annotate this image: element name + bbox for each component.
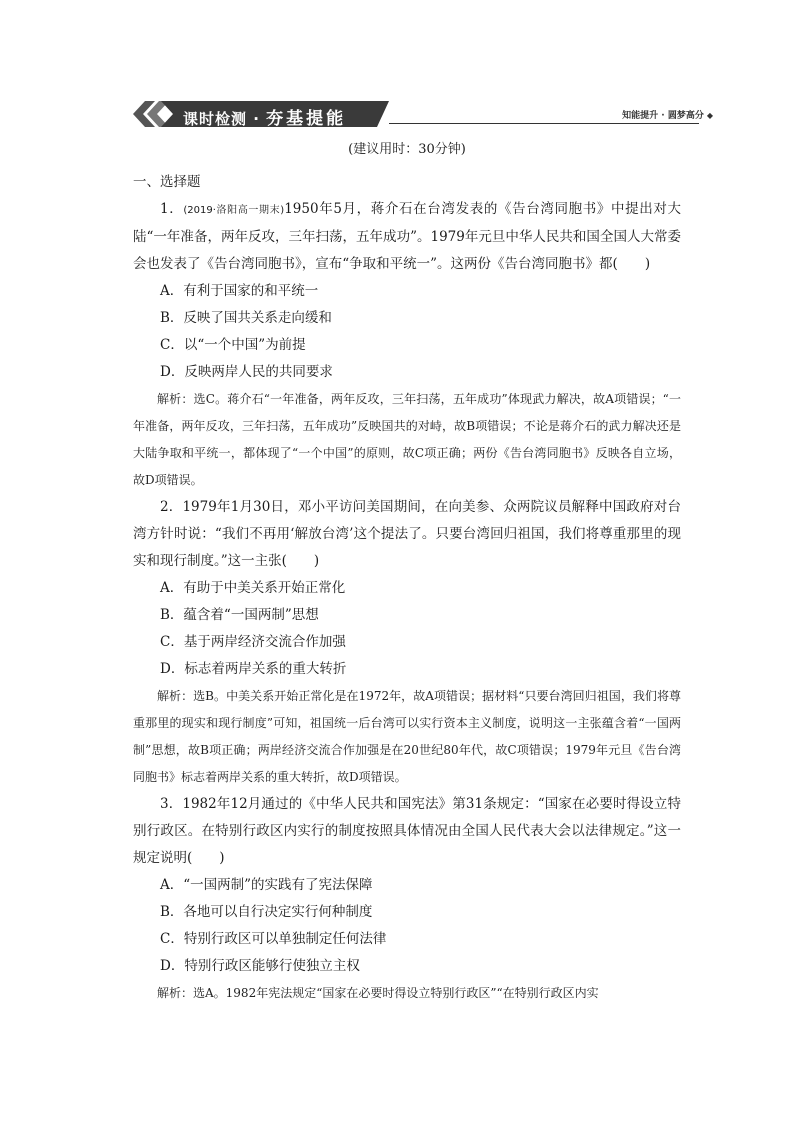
option-a: A．“一国两制”的实践有了宪法保障 [160, 877, 373, 893]
question-source: (2019·洛阳高一期末) [183, 205, 285, 216]
analysis: 解析：选A。1982年宪法规定“国家在必要时得设立特别行政区”“在特别行政区内实 [157, 986, 599, 1000]
question-1 [133, 196, 681, 494]
question-number: 1． [160, 201, 184, 217]
option-d: D．反映两岸人民的共同要求 [160, 364, 333, 380]
page-header [133, 98, 713, 130]
option-c: C．基于两岸经济交流合作加强 [160, 634, 346, 650]
question-text: 1982年12月通过的《中华人民共和国宪法》第31条规定：“国家在必要时得设立特别行政区。在特别行政区内实行的制度按照具体情况由全国人民代表大会以法律规定。”这一规定说明( ) [133, 796, 681, 866]
exercise-content [133, 139, 681, 1007]
banner-subtitle: 夯基提能 [266, 109, 347, 129]
slogan-text: 知能提升 · 圆梦高分 [622, 111, 704, 121]
question-3 [133, 791, 681, 1007]
option-d: D．标志着两岸关系的重大转折 [160, 661, 347, 677]
header-rule [389, 123, 699, 124]
question-number: 3． [160, 796, 183, 812]
banner-title-text: 课时检测 · [183, 110, 267, 128]
option-b: B．反映了国共关系走向缓和 [160, 310, 332, 326]
analysis: 解析：选C。蒋介石“一年准备，两年反攻，三年扫荡，五年成功”体现武力解决，故A项错误；“一年准备，两年反攻，三年扫荡，五年成功”反映国共的对峙，故B项错误；不论是蒋介石的武力解决还是大陆争取和平统一，都体现了“一个中国”的原则，故C项正确；两份《告台湾同胞书》反映各自立场，故D项错误。 [133, 392, 681, 487]
option-b: B．各地可以自行决定实行何种制度 [160, 904, 373, 920]
question-2 [133, 494, 681, 791]
option-a: A．有利于国家的和平统一 [160, 283, 319, 299]
section-banner [133, 101, 389, 127]
option-c: C．以“一个中国”为前提 [160, 337, 306, 353]
question-text: 1979年1月30日，邓小平访问美国期间，在向美参、众两院议员解释中国政府对台湾方针时说：“我们不再用‘解放台湾’这个提法了。只要台湾回归祖国，我们将尊重那里的现实和现行制度。”这一主张( ) [133, 499, 681, 569]
question-stem [133, 494, 681, 575]
time-note: (建议用时：30分钟) [348, 142, 466, 157]
option-c: C．特别行政区可以单独制定任何法律 [160, 931, 387, 947]
question-stem [133, 196, 681, 278]
option-d: D．特别行政区能够行使独立主权 [160, 958, 360, 974]
diamond-icon: ◆ [706, 111, 713, 120]
analysis: 解析：选B。中美关系开始正常化是在1972年，故A项错误；据材料“只要台湾回归祖国，我们将尊重那里的现实和现行制度”可知，祖国统一后台湾可以实行资本主义制度，说明这一主张蕴含着“一国两制”思想，故B项正确；两岸经济交流合作加强是在20世纪80年代，故C项错误；1979年元旦《告台湾同胞书》标志着两岸关系的重大转折，故D项错误。 [133, 689, 681, 784]
header-slogan [622, 108, 713, 121]
question-number: 2． [160, 499, 183, 515]
question-stem [133, 791, 681, 872]
option-b: B．蕴含着“一国两制”思想 [160, 607, 319, 623]
banner-title [183, 104, 346, 129]
section-title: 一、选择题 [133, 174, 201, 190]
question-text: 1950年5月，蒋介石在台湾发表的《告台湾同胞书》中提出对大陆“一年准备，两年反攻，三年扫荡，五年成功”。1979年元旦中华人民共和国全国人大常委会也发表了《告台湾同胞书》，宣布“争取和平统一”。这两份《告台湾同胞书》都( ) [133, 201, 682, 272]
option-a: A．有助于中美关系开始正常化 [160, 580, 346, 596]
